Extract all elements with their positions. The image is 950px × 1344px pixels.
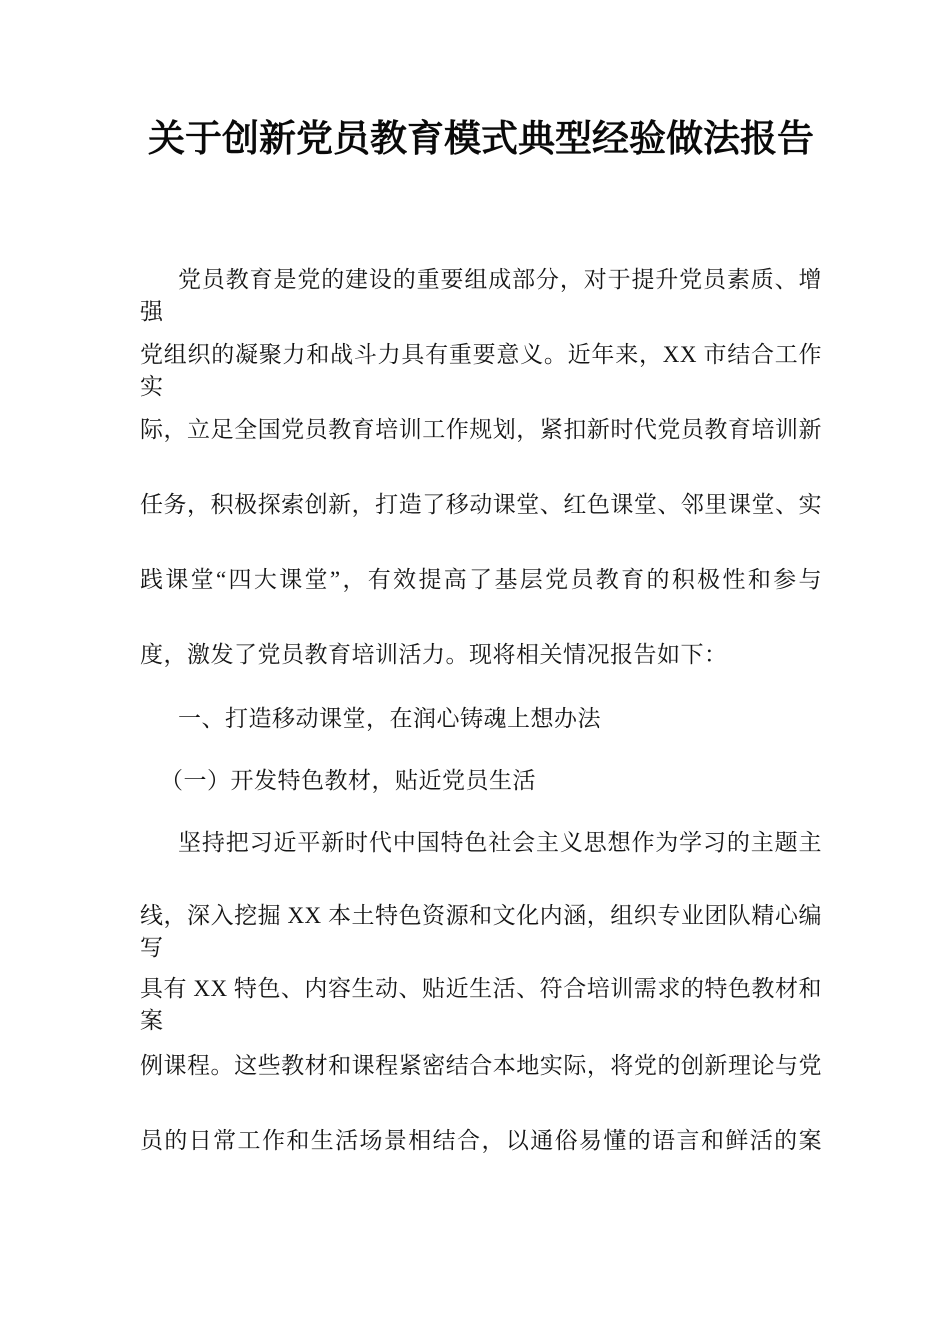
paragraph1-line-5: 践课堂“四大课堂”，有效提高了基层党员教育的积极性和参与: [140, 567, 822, 592]
paragraph2-line-1: 坚持把习近平新时代中国特色社会主义思想作为学习的主题主: [178, 830, 822, 855]
paragraph2-line-3: 具有 XX 特色、内容生动、贴近生活、符合培训需求的特色教材和案: [140, 976, 822, 1033]
paragraph1-line-1: 党员教育是党的建设的重要组成部分，对于提升党员素质、增强: [140, 267, 822, 324]
paragraph1-line-2: 党组织的凝聚力和战斗力具有重要意义。近年来，XX 市结合工作实: [140, 342, 822, 399]
section-heading-level1: 一、打造移动课堂，在润心铸魂上想办法: [178, 706, 601, 731]
document-title: 关于创新党员教育模式典型经验做法报告: [148, 119, 814, 160]
paragraph2-line-4: 例课程。这些教材和课程紧密结合本地实际，将党的创新理论与党: [140, 1053, 822, 1078]
paragraph1-line-4: 任务，积极探索创新，打造了移动课堂、红色课堂、邻里课堂、实: [140, 492, 822, 517]
paragraph1-line-6: 度，激发了党员教育培训活力。现将相关情况报告如下：: [140, 642, 728, 667]
section-heading-level2: （一）开发特色教材，贴近党员生活: [160, 768, 536, 793]
paragraph1-line-3: 际，立足全国党员教育培训工作规划，紧扣新时代党员教育培训新: [140, 417, 822, 442]
paragraph2-line-2: 线，深入挖掘 XX 本土特色资源和文化内涵，组织专业团队精心编写: [140, 903, 822, 960]
paragraph2-line-5: 员的日常工作和生活场景相结合，以通俗易懂的语言和鲜活的案: [140, 1128, 822, 1153]
